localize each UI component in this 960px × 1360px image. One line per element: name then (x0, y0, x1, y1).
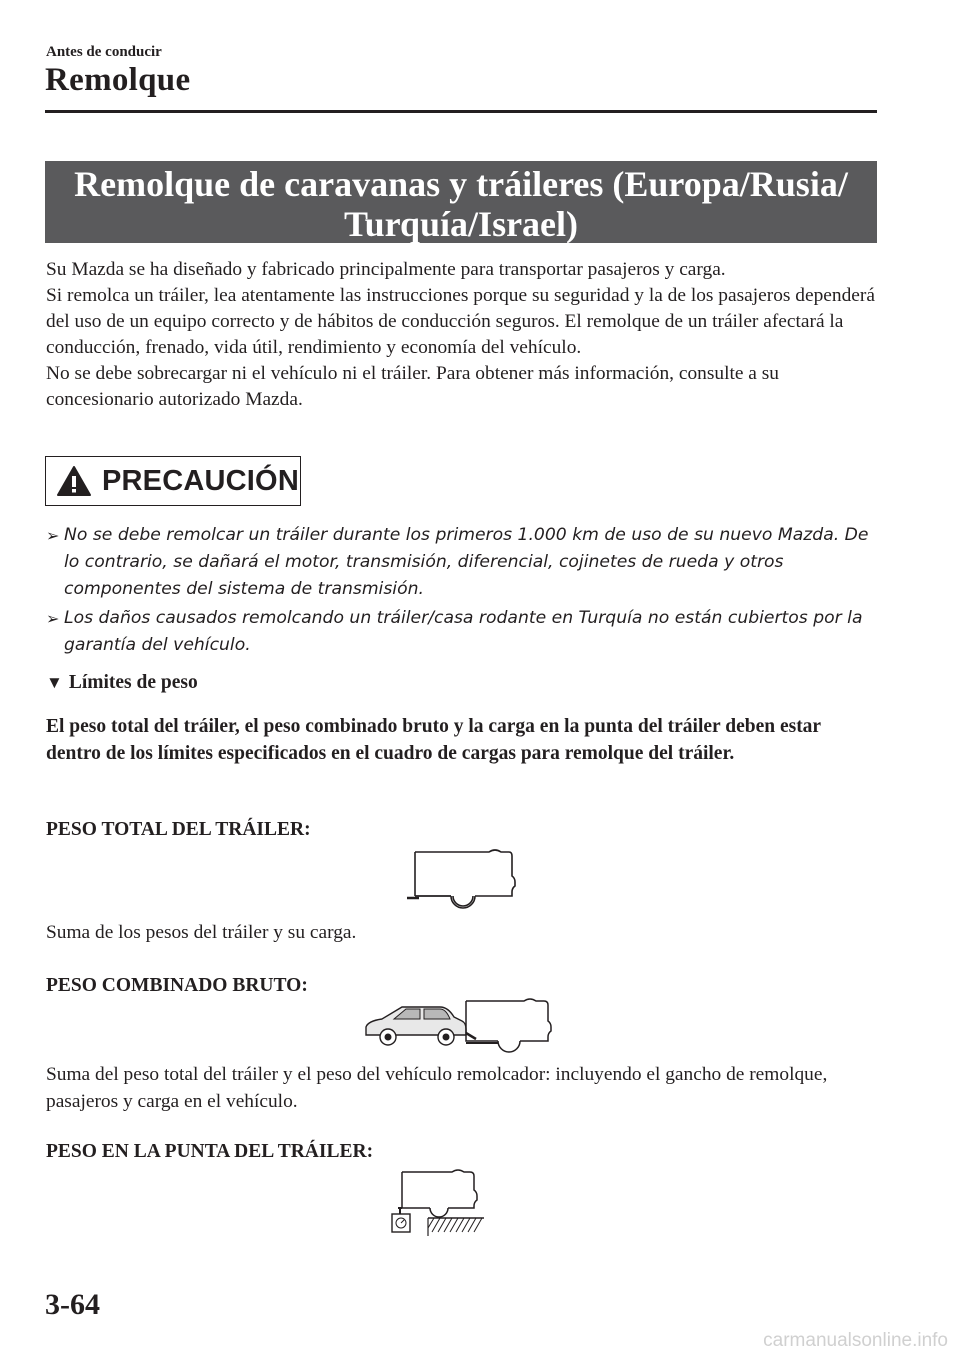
term-gross-combined-weight: PESO COMBINADO BRUTO: (46, 975, 308, 996)
caution-item-text: No se debe remolcar un tráiler durante los primeros 1.000 km de uso de su nuevo Mazda. De lo contrario, se dañará el motor, transmisión, diferencial, cojinetes de rueda y otros componentes del sistema de transmisión. (64, 525, 869, 599)
arrow-bullet-icon: ➢ (46, 609, 60, 628)
section-label: Antes de conducir (46, 44, 162, 60)
page-title: Remolque (45, 62, 191, 98)
section-banner (45, 161, 877, 243)
intro-paragraph: No se debe sobrecargar ni el vehículo ni el tráiler. Para obtener más información, consulte a su concesionario autorizado Mazda. (46, 363, 779, 411)
caution-box (45, 456, 301, 506)
caution-label: PRECAUCIÓN (102, 464, 299, 497)
arrow-bullet-icon: ➢ (46, 526, 60, 545)
warning-triangle-icon (56, 465, 92, 497)
banner-line-2: Turquía/Israel) (343, 204, 579, 244)
weight-limits-heading-text: Límites de peso (68, 672, 198, 693)
car-towing-trailer-icon (362, 995, 558, 1057)
weight-limits-intro: El peso total del tráiler, el peso combinado bruto y la carga en la punta del tráiler deben estar dentro de los límites especificados en el cuadro de cargas para remolque del tráiler. (46, 716, 821, 764)
term-trailer-weight-desc: Suma de los pesos del tráiler y su carga. (46, 922, 357, 943)
trailer-tongue-scale-icon (388, 1166, 488, 1240)
trailer-icon (405, 846, 523, 916)
triangle-down-icon: ▼ (46, 673, 63, 692)
term-trailer-weight: PESO TOTAL DEL TRÁILER: (46, 819, 311, 840)
watermark: carmanualsonline.info (763, 1330, 948, 1351)
page-number: 3-64 (45, 1288, 100, 1321)
intro-text (46, 257, 876, 414)
title-divider (45, 110, 877, 113)
intro-paragraph: Su Mazda se ha diseñado y fabricado principalmente para transportar pasajeros y carga. (46, 259, 726, 280)
banner-line-1: Remolque de caravanas y tráileres (Europa/Rusia/ (74, 164, 848, 204)
caution-item (46, 522, 878, 603)
term-tongue-weight: PESO EN LA PUNTA DEL TRÁILER: (46, 1141, 374, 1162)
caution-item-text: Los daños causados remolcando un tráiler/casa rodante en Turquía no están cubiertos por la garantía del vehículo. (64, 608, 863, 655)
weight-limits-heading (46, 672, 198, 694)
caution-list (46, 522, 878, 661)
caution-item (46, 605, 878, 659)
intro-paragraph: Si remolca un tráiler, lea atentamente las instrucciones porque su seguridad y la de los pasajeros dependerá del uso de un equipo correcto y de hábitos de conducción seguros. El remolque de un tráiler afectará la conducción, frenado, vida útil, rendimiento y economía del vehículo. (46, 285, 875, 359)
term-gross-combined-weight-desc: Suma del peso total del tráiler y el peso del vehículo remolcador: incluyendo el gancho de remolque, pasajeros y carga en el vehículo. (46, 1064, 828, 1112)
